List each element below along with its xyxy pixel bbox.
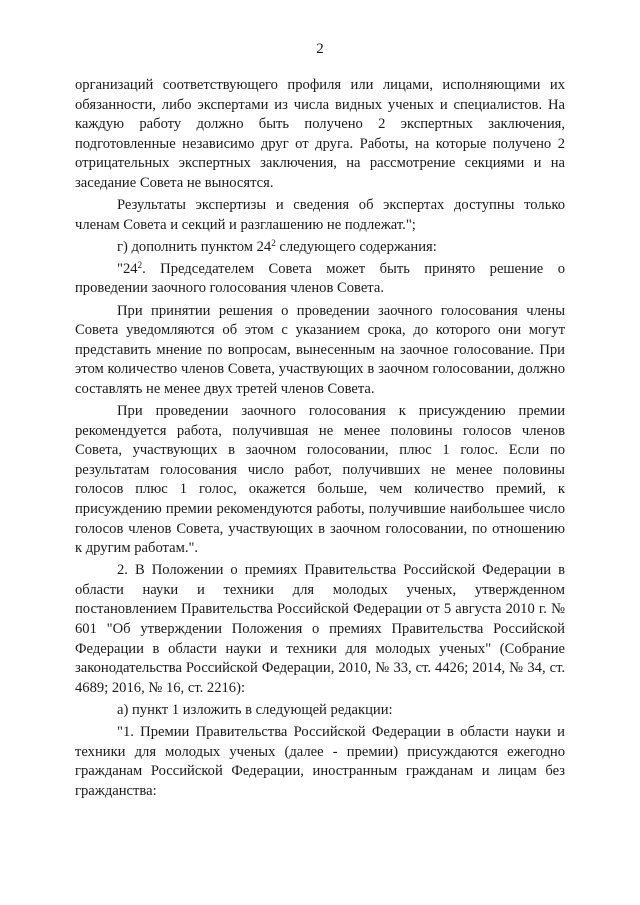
paragraph-item-a: а) пункт 1 изложить в следующей редакции: <box>117 701 393 718</box>
paragraph-clause-24-2 <box>75 260 565 299</box>
clause-number: "24 <box>117 260 138 277</box>
paragraph-new-item-1: "1. Премии Правительства Российской Федерации в области науки и техники для молодых ученых (далее - премии) присуждаются ежегодно гражданам Российской Федерации, иностранным гражданам и лицам без гражданства: <box>75 724 565 799</box>
document-body <box>75 76 565 804</box>
paragraph-regulation-change: 2. В Положении о премиях Правительства Российской Федерации в области науки и техники для молодых ученых, утвержденном постановлением Правительства Российской Федерации от 5 августа 2010 г. № 601 "Об утверждении Положения о премиях Правительства Российской Федерации в области науки и техники для молодых ученых" (Собрание законодательства Российской Федерации, 2010, № 33, ст. 4426; 2014, № 34, ст. 4689; 2016, № 16, ст. 2216): <box>75 562 565 696</box>
superscript: 2 <box>137 259 143 270</box>
superscript: 2 <box>271 237 276 248</box>
paragraph-expertise-results: Результаты экспертизы и сведения об экспертах доступны только членам Совета и секций и разглашению не подлежат."; <box>75 197 565 233</box>
clause-text: . Председателем Совета может быть принято решение о проведении заочного голосования членов Совета. <box>75 260 565 297</box>
paragraph-add-clause <box>75 238 565 258</box>
paragraph-add-clause-text: г) дополнить пунктом 24 <box>117 238 272 255</box>
page-number: 2 <box>316 41 324 57</box>
paragraph-notification: При принятии решения о проведении заочного голосования члены Совета уведомляются об этом с указанием срока, до которого они могут представить мнение по вопросам, вынесенным на заочное голосование. При этом количество членов Совета, участвующих в заочном голосовании, должно составлять не менее двух третей членов Совета. <box>75 302 565 397</box>
paragraph-continuation: организаций соответствующего профиля или лицами, исполняющими их обязанности, либо экспертами из числа видных ученых и специалистов. На каждую работу должно быть получено 2 экспертных заключения, подготовленные независимо друг от друга. Работы, на которые получено 2 отрицательных экспертных заключения, на рассмотрение секциями и на заседание Совета не выносятся. <box>75 77 565 191</box>
paragraph-add-clause-tail: следующего содержания: <box>275 238 437 255</box>
paragraph-voting-rules: При проведении заочного голосования к присуждению премии рекомендуется работа, получившая не менее половины голосов членов Совета, участвующих в заочном голосовании, плюс 1 голос. Если по результатам голосования число работ, получивших не менее половины голосов плюс 1 голос, окажется больше, чем количество премий, к присуждению премии рекомендуются работы, получившие наибольшее число голосов членов Совета, участвующих в заочном голосовании, по отношению к другим работам.". <box>75 403 565 557</box>
